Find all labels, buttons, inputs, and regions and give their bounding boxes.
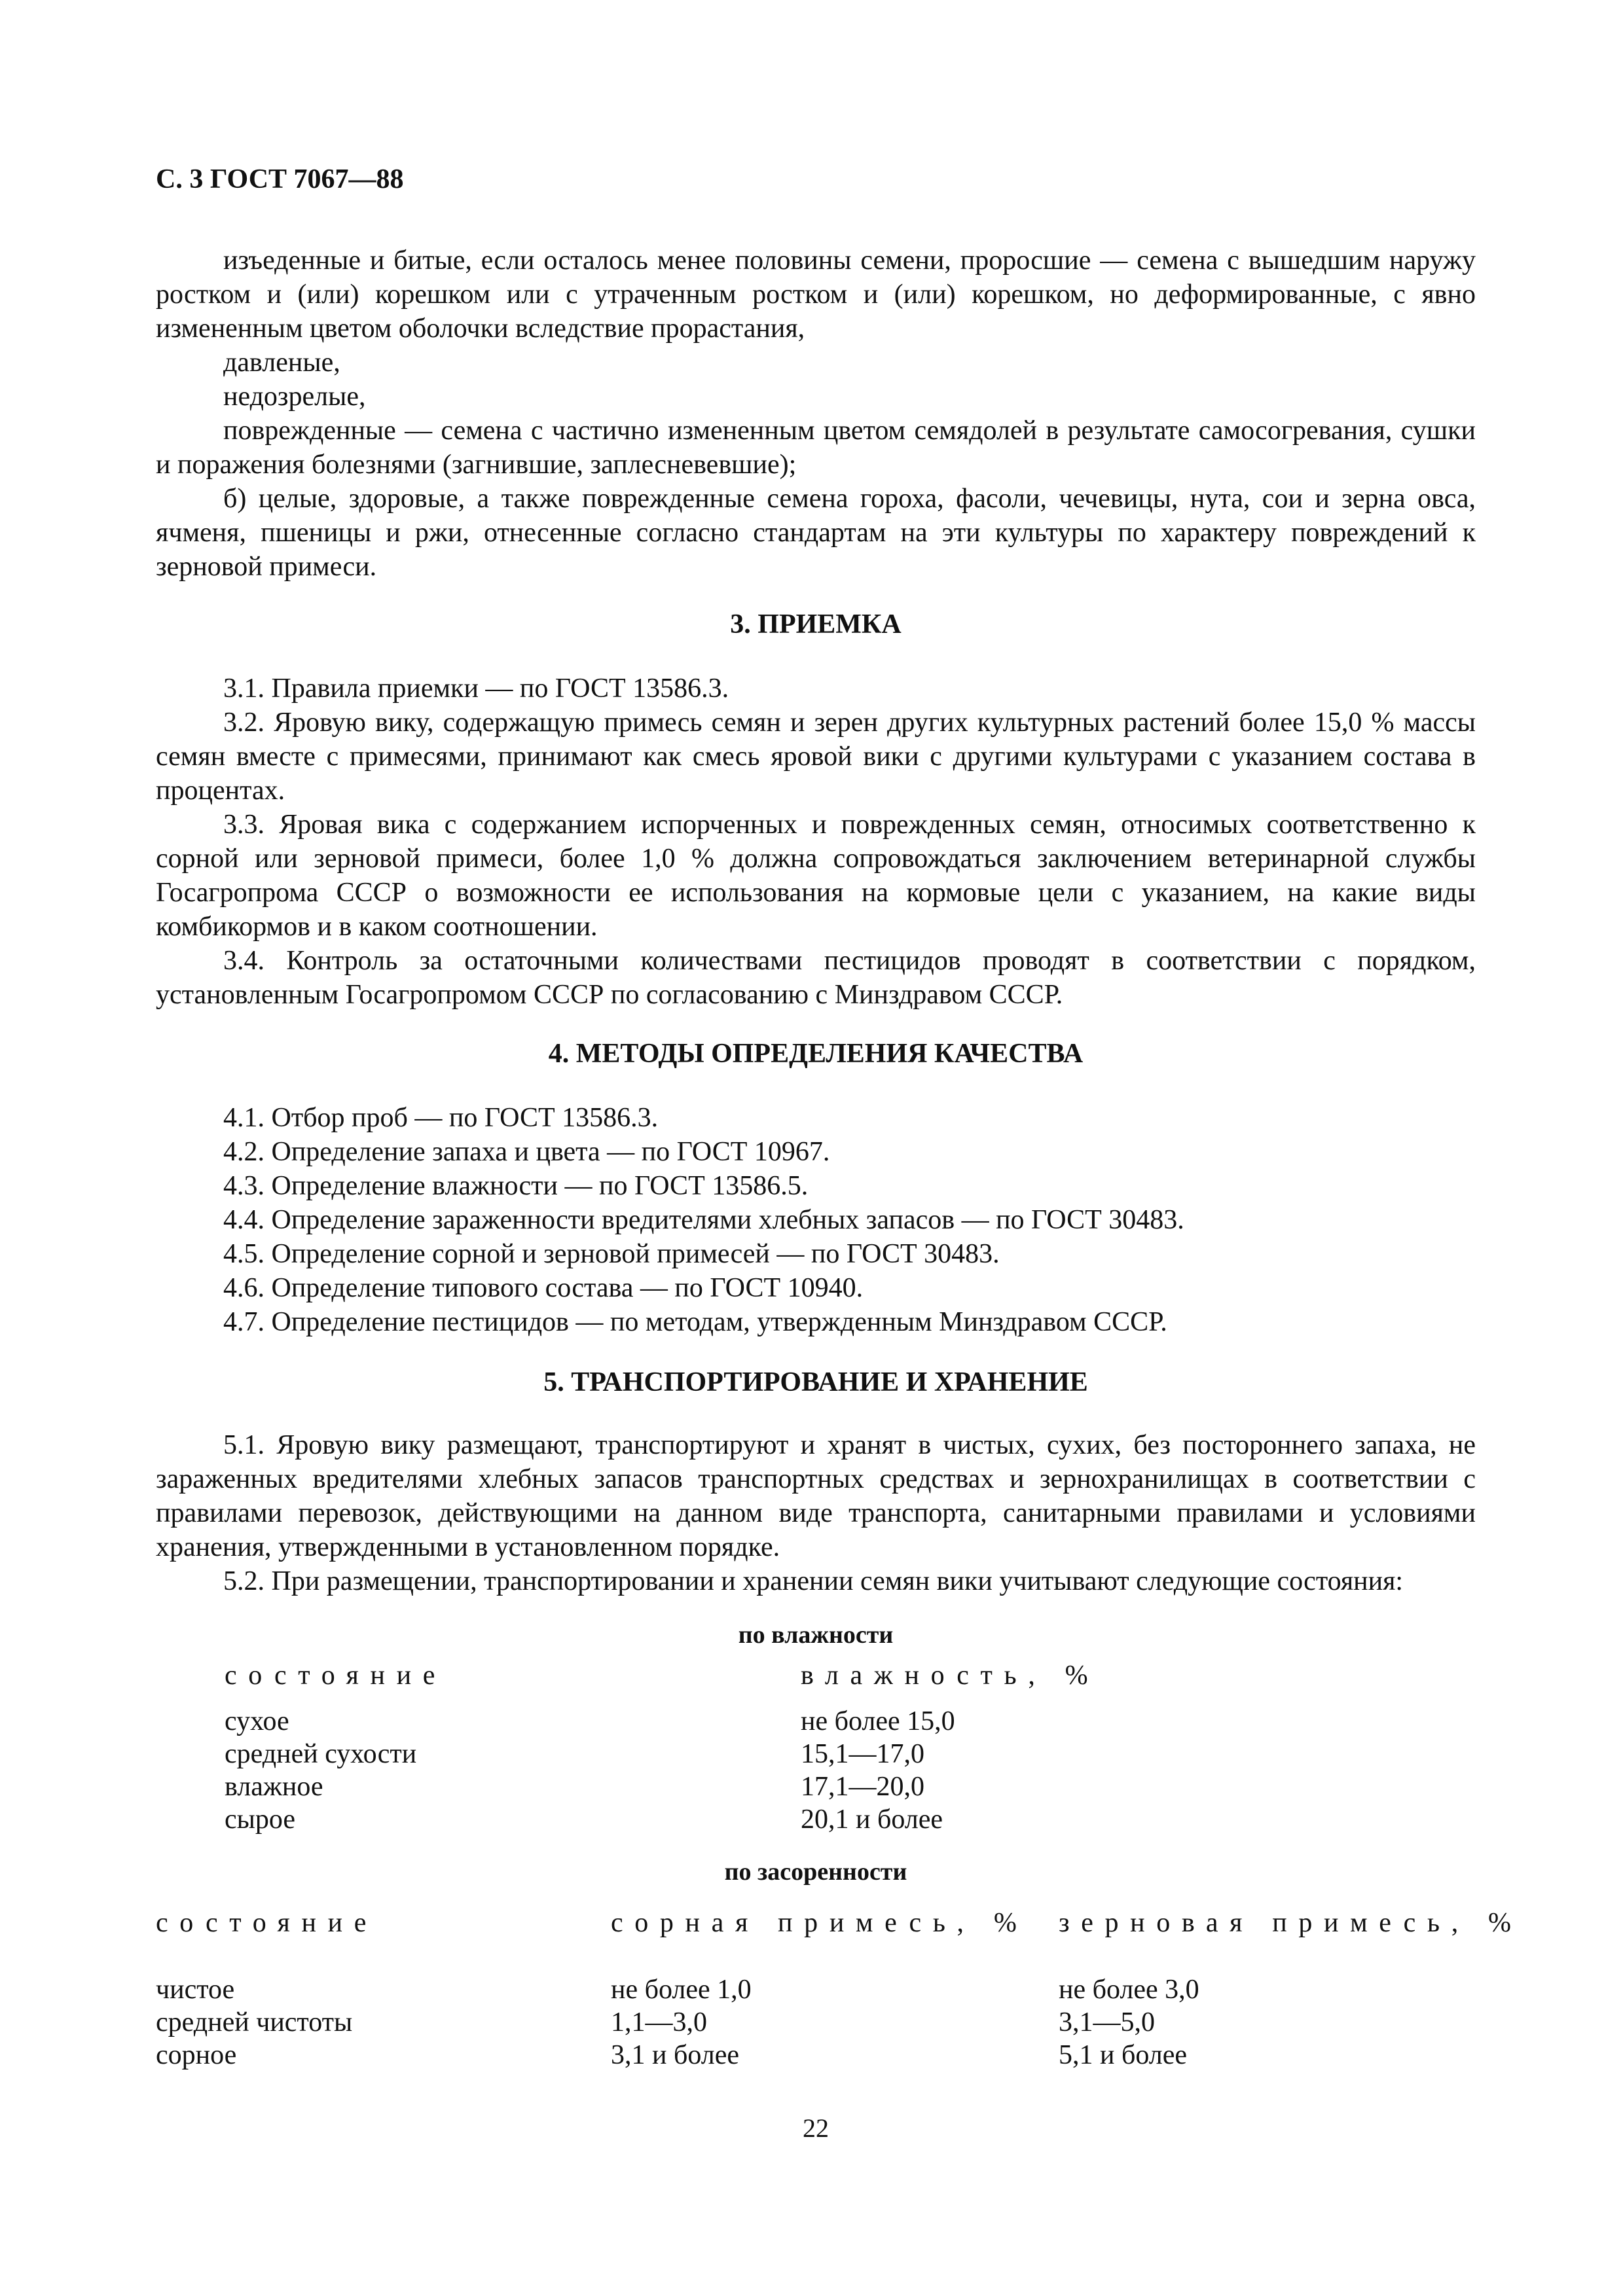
paragraph: 4.7. Определение пестицидов — по методам, утвержденным Минздравом СССР. <box>223 1307 1167 1337</box>
paragraph: 3.2. Яровую вику, содержащую примесь семян и зерен других культурных растений более 15,0 % массы семян вместе с примесями, принимают как смесь яровой вики с другими культурами с указанием состава в процентах. <box>156 708 1476 806</box>
section-heading: 4. МЕТОДЫ ОПРЕДЕЛЕНИЯ КАЧЕСТВА <box>548 1039 1084 1069</box>
page-header: С. 3 ГОСТ 7067—88 <box>156 164 404 194</box>
table-cell: средней сухости <box>225 1739 417 1769</box>
column-header: влажность, % <box>801 1660 1100 1691</box>
table-cell: сорное <box>156 2040 237 2070</box>
paragraph: поврежденные — семена с частично измененным цветом семядолей в результате самосогревания, сушки и поражения болезнями (загнившие, заплесневевшие); <box>156 416 1476 480</box>
table-cell: не более 1,0 <box>611 1975 752 2005</box>
section-heading: 3. ПРИЕМКА <box>730 609 902 639</box>
paragraph: давленые, <box>223 348 340 378</box>
column-header: состояние <box>225 1660 447 1691</box>
column-header: состояние <box>156 1908 378 1938</box>
table-cell: 20,1 и более <box>801 1804 943 1835</box>
section-heading: 5. ТРАНСПОРТИРОВАНИЕ И ХРАНЕНИЕ <box>543 1367 1088 1397</box>
intro-block <box>156 243 1476 584</box>
paragraph: 4.4. Определение зараженности вредителями хлебных запасов — по ГОСТ 30483. <box>223 1205 1184 1235</box>
table-cell: 17,1—20,0 <box>801 1772 924 1802</box>
paragraph: 4.1. Отбор проб — по ГОСТ 13586.3. <box>223 1103 659 1133</box>
column-header: сорная примесь, % <box>611 1908 1029 1938</box>
section-3-body <box>156 672 1476 1012</box>
paragraph: 3.3. Яровая вика с содержанием испорченных и поврежденных семян, относимых соответственно к сорной или зерновой примеси, более 1,0 % должна сопровождаться заключением ветеринарной службы Госагропрома СССР о возможности ее использования на кормовые цели с указанием, на какие виды комбикормов и в каком соотношении. <box>156 810 1476 942</box>
section-5-body <box>156 1428 1476 1598</box>
table-cell: 1,1—3,0 <box>611 2007 707 2037</box>
table-cell: средней чистоты <box>156 2007 353 2037</box>
paragraph: 4.6. Определение типового состава — по ГОСТ 10940. <box>223 1273 864 1303</box>
table-cell: 5,1 и более <box>1059 2040 1188 2070</box>
section-4-body <box>156 1101 1476 1339</box>
table-cell: сырое <box>225 1804 296 1835</box>
table-cell: не более 3,0 <box>1059 1975 1199 2005</box>
paragraph: б) целые, здоровые, а также поврежденные семена гороха, фасоли, чечевицы, нута, сои и зерна овса, ячменя, пшеницы и ржи, отнесенные согласно стандартам на эти культуры по характеру повреждений к зерновой примеси. <box>156 484 1476 582</box>
paragraph: недозрелые, <box>223 382 366 412</box>
table-cell: чистое <box>156 1975 235 2005</box>
table-cell: влажное <box>225 1772 323 1802</box>
paragraph: изъеденные и битые, если осталось менее половины семени, проросшие — семена с вышедшим наружу ростком и (или) корешком или с утраченным ростком и (или) корешком, но деформированные, с явно измененным цветом оболочки вследствие прорастания, <box>156 245 1476 344</box>
paragraph: 4.5. Определение сорной и зерновой примесей — по ГОСТ 30483. <box>223 1239 1000 1269</box>
table-cell: 3,1 и более <box>611 2040 740 2070</box>
paragraph: 4.3. Определение влажности — по ГОСТ 13586.5. <box>223 1171 809 1201</box>
table-cell: 15,1—17,0 <box>801 1739 924 1769</box>
table-caption: по засоренности <box>724 1858 907 1886</box>
paragraph: 3.1. Правила приемки — по ГОСТ 13586.3. <box>223 673 729 704</box>
paragraph: 3.4. Контроль за остаточными количествами пестицидов проводят в соответствии с порядком, установленным Госагропромом СССР по согласованию с Минздравом СССР. <box>156 946 1476 1010</box>
table-cell: не более 15,0 <box>801 1706 955 1736</box>
table-cell: 3,1—5,0 <box>1059 2007 1155 2037</box>
page-number: 22 <box>803 2113 829 2143</box>
paragraph: 5.1. Яровую вику размещают, транспортируют и хранят в чистых, сухих, без постороннего запаха, не зараженных вредителями хлебных запасов транспортных средствах и зернохранилищах в соответствии с правилами перевозок, действующими на данном виде транспорта, санитарными правилами и условиями хранения, утвержденными в установленном порядке. <box>156 1430 1476 1562</box>
table-cell: сухое <box>225 1706 289 1736</box>
paragraph: 5.2. При размещении, транспортировании и хранении семян вики учитывают следующие состояния: <box>223 1566 1404 1596</box>
paragraph: 4.2. Определение запаха и цвета — по ГОСТ 10967. <box>223 1137 830 1167</box>
table-caption: по влажности <box>738 1621 894 1649</box>
column-header: зерновая примесь, % <box>1059 1908 1523 1938</box>
